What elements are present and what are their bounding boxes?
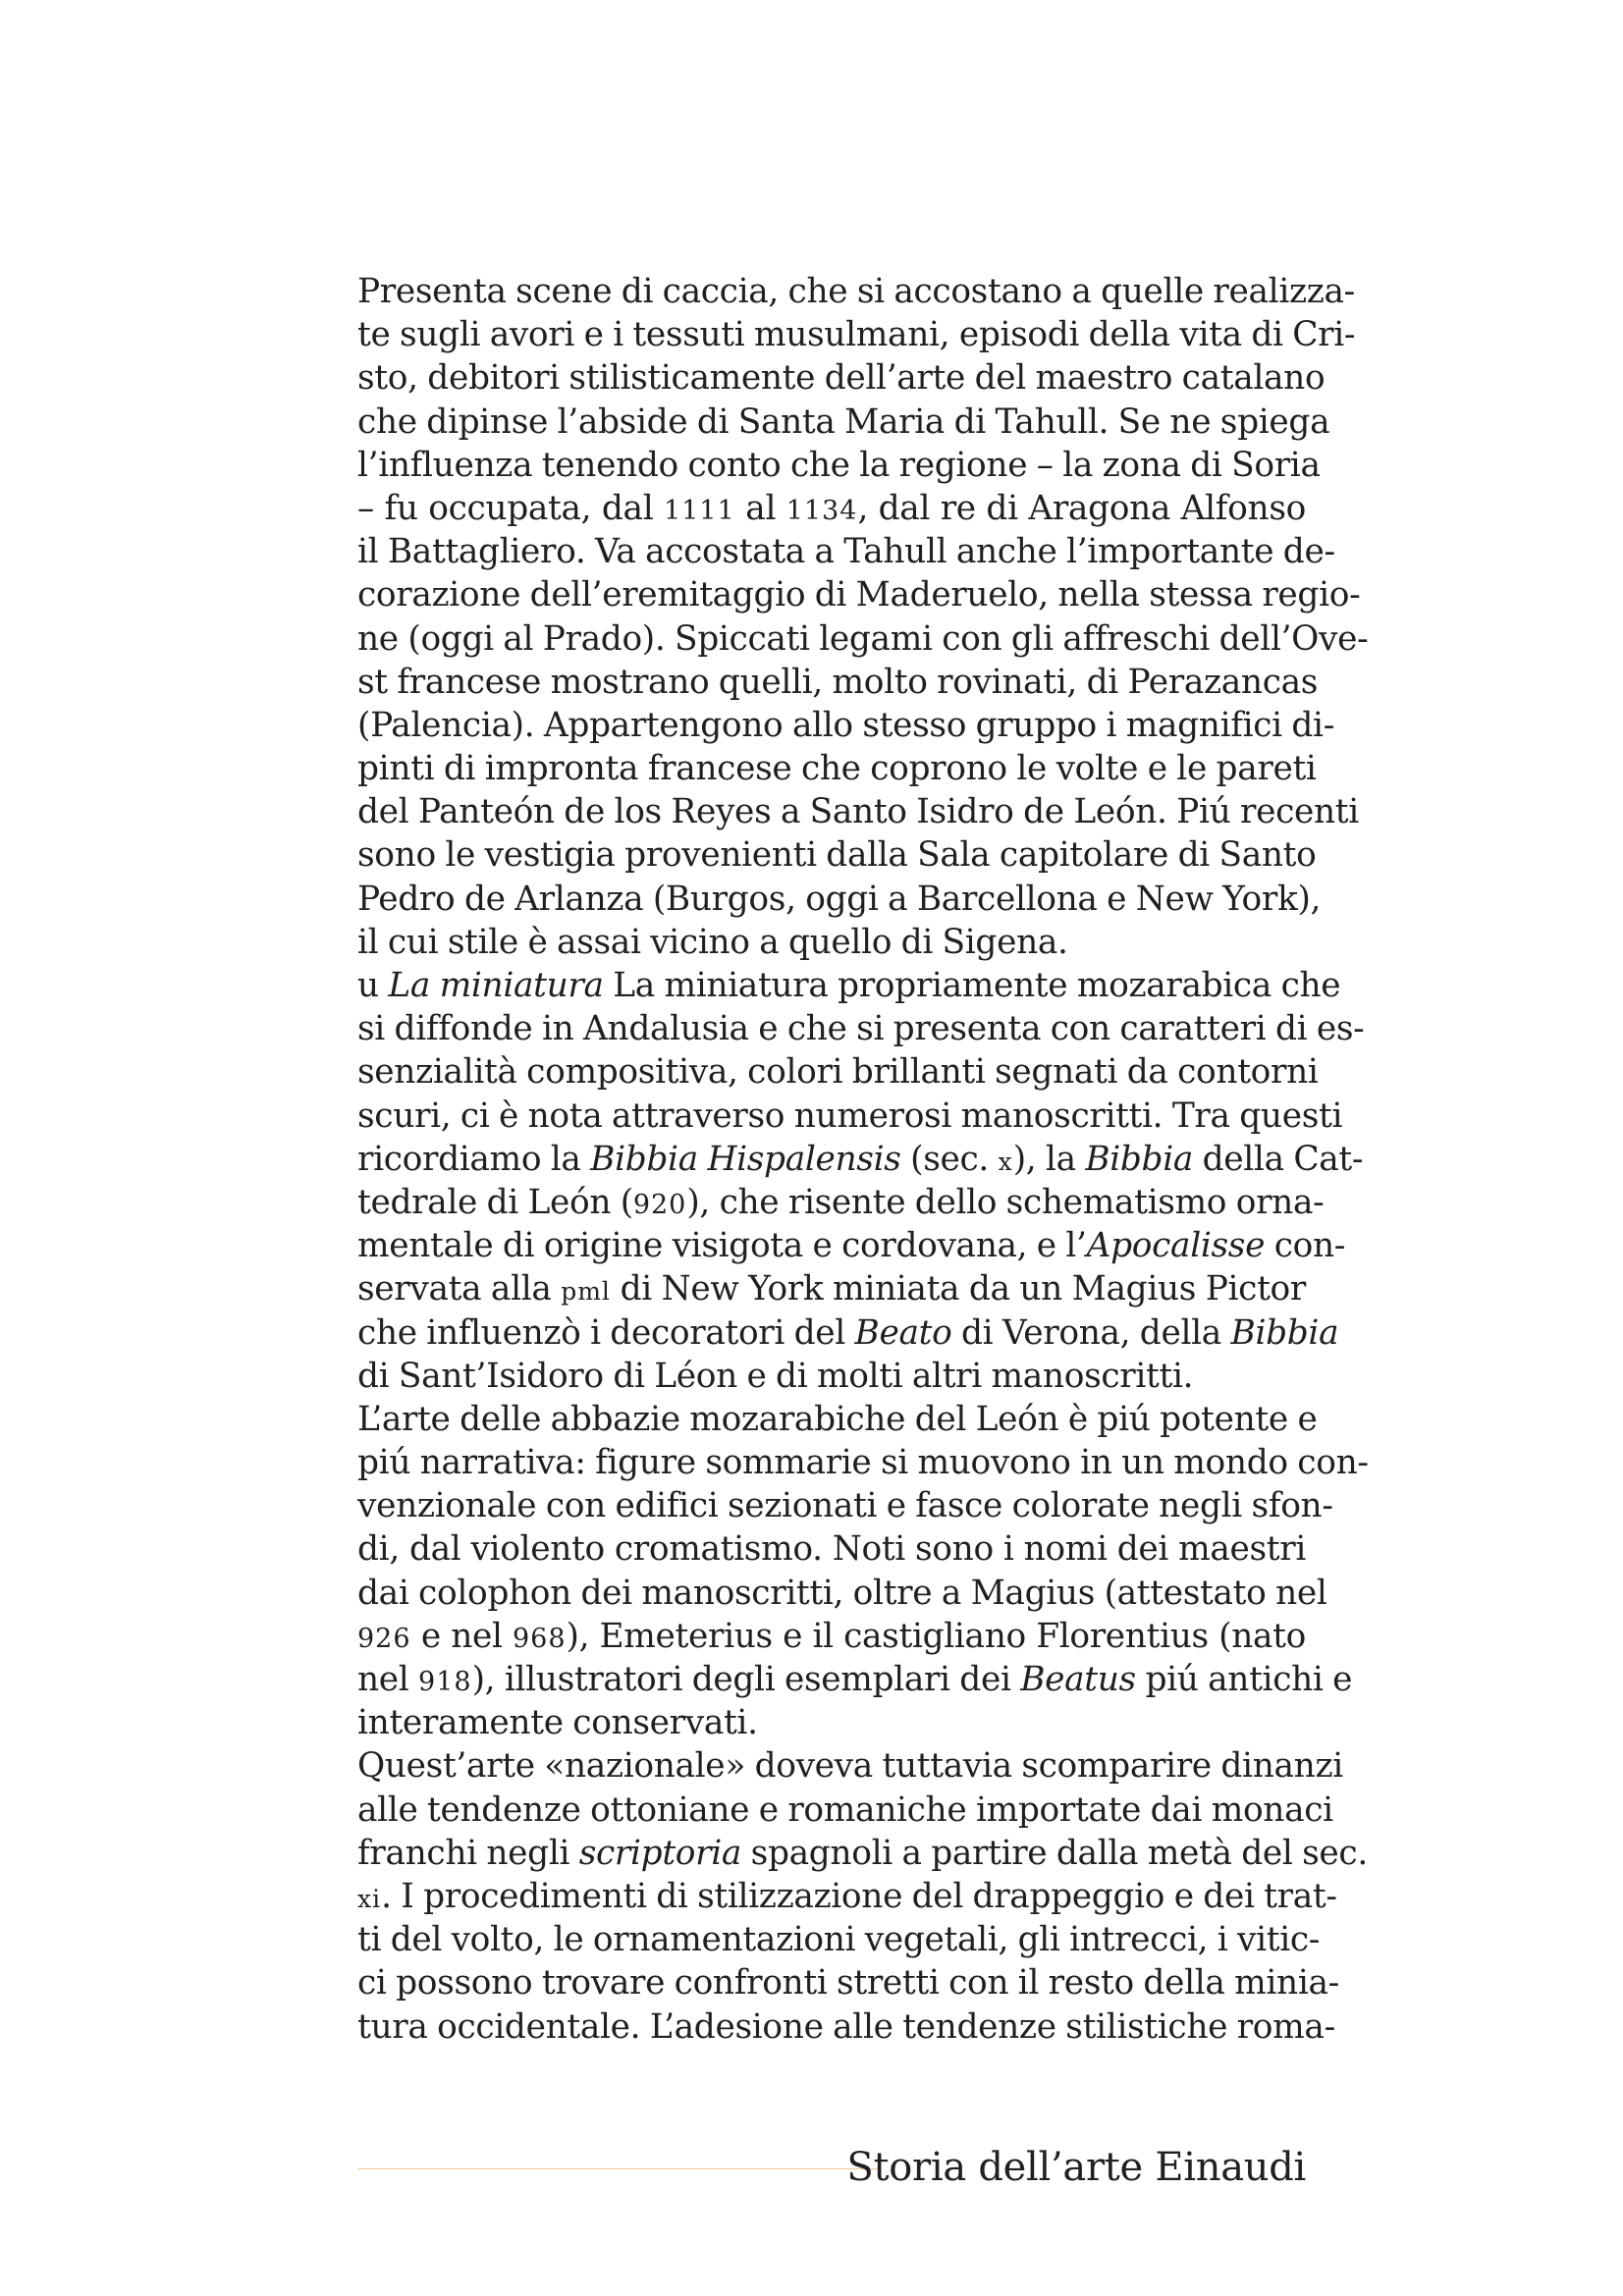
text-run: dai colophon dei manoscritti, oltre a Magius (attestato nel: [357, 1573, 1327, 1613]
text-line: [357, 1918, 1321, 1961]
text-line: [357, 1398, 1318, 1441]
text-run: sono le vestigia provenienti dalla Sala capitolare di Santo: [357, 835, 1317, 876]
text-line: [357, 530, 1335, 573]
body-text: [357, 270, 1369, 2049]
text-line: [357, 1267, 1306, 1310]
text-line: [357, 1441, 1369, 1484]
text-run: (sec.: [900, 1139, 999, 1179]
text-line: [357, 833, 1317, 877]
text-line: [357, 1701, 1306, 1744]
text-run: Presenta scene di caccia, che si accostano a quelle realizza-: [357, 272, 1355, 311]
text-run: e nel: [410, 1616, 513, 1656]
text-run: st francese mostrano quelli, molto rovinati, di Perazancas: [357, 662, 1319, 702]
text-line: [357, 878, 1322, 921]
text-line: [357, 1311, 1339, 1355]
text-run: del Panteón de los Reyes a Santo Isidro de León. Piú recenti: [357, 792, 1359, 832]
text-line: [357, 1484, 1333, 1527]
text-line: [357, 921, 1306, 964]
text-line: [357, 400, 1330, 444]
smallcaps-text: x: [998, 1147, 1013, 1176]
text-run: Pedro de Arlanza (Burgos, oggi a Barcellona e New York),: [357, 879, 1322, 919]
text-run: mentale di origine visigota e cordovana, e l’: [357, 1226, 1087, 1266]
italic-text: Beato: [854, 1312, 952, 1353]
text-line: [357, 573, 1361, 616]
text-line: [357, 356, 1325, 400]
text-line: [357, 790, 1359, 833]
text-line: [357, 1527, 1306, 1571]
text-run: di New York miniata da un Magius Pictor: [610, 1269, 1306, 1309]
text-line: [357, 1050, 1319, 1094]
text-run: ), illustratori degli esemplari dei: [471, 1660, 1021, 1699]
text-line: [357, 661, 1319, 704]
text-line: [357, 1355, 1306, 1398]
text-run: di Sant’Isidoro di Léon e di molti altri manoscritti.: [357, 1356, 1194, 1396]
text-run: ), Emeterius e il castigliano Florentius (nato: [566, 1616, 1306, 1656]
text-run: – fu occupata, dal: [357, 488, 664, 528]
text-run: tedrale di León (: [357, 1182, 633, 1222]
text-line: [357, 1961, 1339, 2004]
smallcaps-text: 968: [512, 1623, 567, 1654]
text-run: venzionale con edifici sezionati e fasce colorate negli sfon-: [357, 1486, 1333, 1526]
smallcaps-text: pml: [561, 1277, 611, 1307]
text-line: [357, 1095, 1343, 1138]
text-run: ), che risente dello schematismo orna-: [686, 1182, 1325, 1222]
text-run: La miniatura propriamente mozarabica che: [603, 966, 1341, 1005]
text-line: [357, 1181, 1325, 1224]
text-run: servata alla: [357, 1269, 562, 1309]
text-line: [357, 270, 1355, 313]
text-run: spagnoli a partire dalla metà del sec.: [741, 1833, 1368, 1873]
text-run: piú narrativa: figure sommarie si muovono in un mondo con-: [357, 1443, 1369, 1483]
italic-text: Beatus: [1020, 1660, 1136, 1699]
text-line: [357, 1789, 1333, 1832]
smallcaps-text: 926: [357, 1623, 411, 1654]
text-run: L’arte delle abbazie mozarabiche del León è piú potente e: [357, 1399, 1318, 1439]
smallcaps-text: 918: [418, 1667, 472, 1697]
text-line: [357, 1875, 1337, 1918]
text-line: [357, 1007, 1365, 1050]
text-run: tura occidentale. L’adesione alle tendenze stilistiche roma-: [357, 2006, 1335, 2047]
text-run: nel: [357, 1660, 419, 1699]
text-run: franchi negli: [357, 1833, 579, 1873]
text-run: si diffonde in Andalusia e che si presenta con caratteri di es-: [357, 1009, 1365, 1049]
text-line: [357, 487, 1306, 530]
text-run: ricordiamo la: [357, 1139, 591, 1179]
text-run: corazione dell’eremitaggio di Maderuelo, nella stessa regio-: [357, 575, 1361, 615]
text-run: ), la: [1012, 1139, 1086, 1179]
text-run: Quest’arte «nazionale» doveva tuttavia scomparire dinanzi: [357, 1746, 1343, 1787]
text-run: il cui stile è assai vicino a quello di Sigena.: [357, 922, 1068, 962]
smallcaps-text: xi: [357, 1884, 382, 1913]
italic-text: Bibbia: [1085, 1139, 1194, 1179]
text-run: l’influenza tenendo conto che la regione – la zona di Soria: [357, 445, 1321, 485]
text-line: [357, 1615, 1306, 1658]
footer-title: Storia dell’arte Einaudi: [846, 2145, 1306, 2190]
text-line: [357, 1572, 1327, 1615]
text-run: il Battagliero. Va accostata a Tahull anche l’importante de-: [357, 532, 1335, 572]
text-run: ti del volto, le ornamentazioni vegetali, gli intrecci, i vitic-: [357, 1920, 1321, 1960]
italic-text: Bibbia Hispalensis: [590, 1139, 901, 1179]
text-run: (Palencia). Appartengono allo stesso gruppo i magnifici di-: [357, 705, 1334, 745]
text-run: ci possono trovare confronti stretti con il resto della minia-: [357, 1963, 1339, 2003]
text-line: [357, 1744, 1343, 1788]
text-run: pinti di impronta francese che coprono le volte e le pareti: [357, 749, 1317, 789]
italic-text: Apocalisse: [1086, 1226, 1266, 1266]
italic-text: La miniatura: [388, 966, 604, 1005]
text-line: [357, 1658, 1353, 1701]
italic-text: scriptoria: [578, 1833, 742, 1873]
text-run: u: [357, 966, 389, 1005]
text-line: [357, 313, 1356, 356]
text-line: [357, 964, 1341, 1007]
footer-rule: [357, 2168, 878, 2169]
text-line: [357, 747, 1317, 790]
text-run: alle tendenze ottoniane e romaniche importate dai monaci: [357, 1789, 1333, 1830]
text-run: al: [734, 488, 786, 528]
text-run: della Cat-: [1193, 1139, 1364, 1179]
text-line: [357, 704, 1334, 747]
text-run: sto, debitori stilisticamente dell’arte del maestro catalano: [357, 358, 1325, 399]
text-run: . I procedimenti di stilizzazione del drappeggio e dei trat-: [381, 1876, 1337, 1916]
text-run: che dipinse l’abside di Santa Maria di Tahull. Se ne spiega: [357, 401, 1330, 442]
text-run: ne (oggi al Prado). Spiccati legami con gli affreschi dell’Ove-: [357, 618, 1369, 659]
text-run: piú antichi e: [1135, 1660, 1353, 1699]
text-line: [357, 1832, 1368, 1875]
text-run: scuri, ci è nota attraverso numerosi manoscritti. Tra questi: [357, 1095, 1343, 1136]
text-line: [357, 1224, 1346, 1267]
text-line: [357, 444, 1321, 487]
text-run: interamente conservati.: [357, 1703, 758, 1743]
text-run: te sugli avori e i tessuti musulmani, episodi della vita di Cri-: [357, 315, 1356, 355]
smallcaps-text: 920: [632, 1189, 687, 1220]
text-run: , dal re di Aragona Alfonso: [857, 488, 1306, 528]
text-line: [357, 2005, 1335, 2049]
text-run: di Verona, della: [951, 1312, 1231, 1353]
smallcaps-text: 1134: [785, 495, 858, 526]
text-run: con-: [1265, 1226, 1346, 1266]
smallcaps-text: 1111: [663, 495, 735, 526]
text-line: [357, 617, 1369, 661]
text-line: [357, 1138, 1364, 1181]
text-run: che influenzò i decoratori del: [357, 1312, 855, 1353]
text-run: senzialità compositiva, colori brillanti segnati da contorni: [357, 1052, 1319, 1093]
text-run: di, dal violento cromatismo. Noti sono i nomi dei maestri: [357, 1529, 1306, 1570]
italic-text: Bibbia: [1230, 1312, 1339, 1353]
